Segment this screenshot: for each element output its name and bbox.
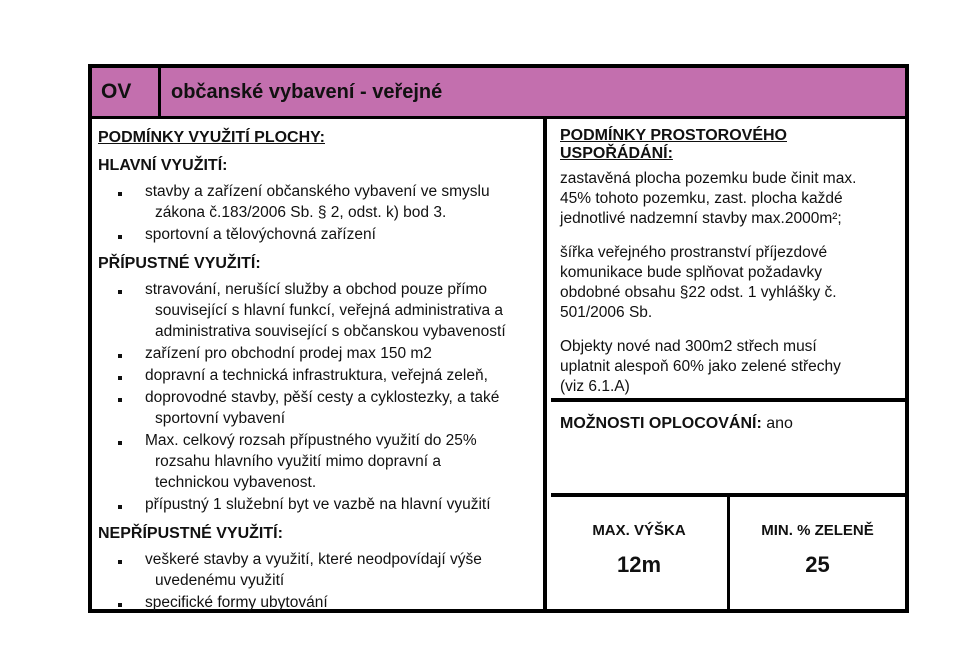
right-panel-title: PODMÍNKY PROSTOROVÉHO USPOŘÁDÁNÍ: [560,127,787,162]
fencing-value: ano [766,415,793,432]
list-item [98,549,535,591]
list-item-text: doprovodné stavby, pěší cesty a cyklostezky, a také sportovní vybavení [145,389,500,427]
usage-conditions-panel [92,119,547,609]
spatial-paragraph: šířka veřejného prostranství příjezdové komunikace bude splňovat požadavky obdobné obsahu §22 odst. 1 vyhlášky č. 501/2006 Sb. [560,244,837,321]
bullet-icon [118,235,122,239]
bullet-icon [118,560,122,564]
list-item-text: dopravní a technická infrastruktura, veřejná zeleň, [145,367,488,384]
section-heading-main-use: HLAVNÍ VYUŽITÍ: [98,157,228,174]
list-item [98,279,535,342]
max-height-label: MAX. VÝŠKA [592,522,686,539]
zone-code: OV [92,68,161,116]
zone-title: občanské vybavení - veřejné [171,80,443,103]
list-item-text: stravování, nerušící služby a obchod pouze přímo související s hlavní funkcí, veřejná administrativa a administrativa související s občanskou vybaveností [145,281,506,340]
list-item [98,181,535,223]
max-height-cell [551,497,730,609]
bullet-icon [118,354,122,358]
bullet-icon [118,505,122,509]
min-green-label: MIN. % ZELENĚ [761,522,874,539]
min-green-value: 25 [805,552,830,577]
bullet-icon [118,192,122,196]
list-item [98,430,535,493]
bullet-icon [118,376,122,380]
spatial-paragraph: zastavěná plocha pozemku bude činit max. 45% tohoto pozemku, zast. plocha každé jednotlivé nadzemní stavby max.2000m²; [560,170,857,227]
list-item-text: Max. celkový rozsah přípustného využití do 25% rozsahu hlavního využití mimo dopravní a technickou vybavenost. [145,432,477,491]
section-heading-permissible-use: PŘÍPUSTNÉ VYUŽITÍ: [98,255,261,272]
list-item-text: stavby a zařízení občanského vybavení ve smyslu zákona č.183/2006 Sb. § 2, odst. k) bod 3. [145,183,490,221]
left-panel-title: PODMÍNKY VYUŽITÍ PLOCHY: [98,129,325,146]
list-item [98,224,535,245]
list-item-text: sportovní a tělovýchovná zařízení [145,226,376,243]
section-heading-impermissible-use: NEPŘÍPUSTNÉ VYUŽITÍ: [98,525,283,542]
max-height-value: 12m [616,552,662,577]
spatial-conditions-cell [551,119,905,402]
bullet-icon [118,603,122,607]
bullet-icon [118,441,122,445]
list-item-text: veškeré stavby a využití, které neodpovídají výše uvedenému využití [145,551,482,589]
spatial-paragraph: Objekty nové nad 300m2 střech musí uplatnit alespoň 60% jako zelené střechy (viz 6.1.A) [560,338,841,395]
list-item-text: specifické formy ubytování [145,594,328,611]
fencing-line [560,415,895,433]
spatial-conditions-panel [551,119,905,609]
fencing-label: MOŽNOSTI OPLOCOVÁNÍ: [560,415,762,432]
list-item [98,365,535,386]
bullet-icon [118,290,122,294]
limits-row [551,497,905,609]
card-header [92,68,905,119]
min-green-cell [730,497,905,609]
fencing-cell [551,402,905,497]
zoning-card [88,64,909,613]
list-item-text: přípustný 1 služební byt ve vazbě na hlavní využití [145,496,491,513]
list-item [98,494,535,515]
list-item [98,387,535,429]
list-item-text: zařízení pro obchodní prodej max 150 m2 [145,345,432,362]
list-item [98,592,535,613]
list-item [98,343,535,364]
bullet-icon [118,398,122,402]
